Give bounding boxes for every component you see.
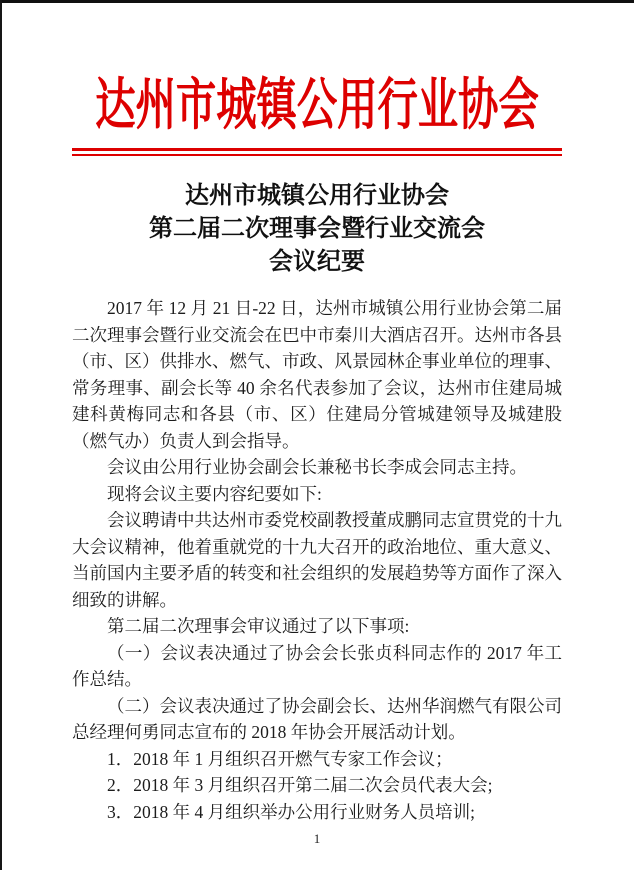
scan-edge-top: [0, 0, 634, 3]
document-title-line2: 第二届二次理事会暨行业交流会: [149, 216, 485, 242]
body-paragraph: 2017 年 12 月 21 日-22 日，达州市城镇公用行业协会第二届二次理事会暨行业交流会在巴中市秦川大酒店召开。达州市各县（市、区）供排水、燃气、市政、风景园林企事业单位的理事、常务理事、副会长等 40 余名代表参加了会议，达州市住建局城建科黄梅同志和各县（市、区）住建局分管城建领导及城建股（燃气办）负责人到会指导。: [72, 298, 562, 451]
body-list-item: 3．2018 年 4 月组织举办公用行业财务人员培训;: [107, 801, 475, 822]
document-title: [0, 180, 634, 279]
letterhead-org-title: 达州市城镇公用行业协会: [95, 75, 539, 137]
body-paragraph: 现将会议主要内容纪要如下:: [107, 483, 322, 504]
body-paragraph: 第二届二次理事会审议通过了以下事项:: [107, 616, 410, 636]
body-paragraph: 会议由公用行业协会副会长兼秘书长李成会同志主持。: [107, 457, 527, 477]
letterhead-divider-rule: [72, 148, 562, 156]
body-paragraph: （二）会议表决通过了协会副会长、达州华润燃气有限公司总经理何勇同志宣布的 2018 年协会开展活动计划。: [72, 695, 562, 742]
page-number: 1: [313, 831, 321, 846]
scan-edge-left: [0, 0, 2, 870]
body-paragraph: 会议聘请中共达州市委党校副教授董成鹏同志宣贯党的十九大会议精神，他着重就党的十九大召开的政治地位、重大意义、当前国内主要矛盾的转变和社会组织的发展趋势等方面作了深入细致的讲解。: [72, 510, 562, 610]
letterhead: [0, 0, 634, 136]
document-body: [72, 295, 562, 825]
document-title-line1: 达州市城镇公用行业协会: [185, 183, 449, 209]
body-paragraph: （一）会议表决通过了协会会长张贞科同志作的 2017 年工作总结。: [72, 642, 562, 689]
document-title-line3: 会议纪要: [269, 249, 365, 275]
body-list-item: 1．2018 年 1 月组织召开燃气专家工作会议；: [107, 748, 453, 769]
body-list-item: 2．2018 年 3 月组织召开第二届二次会员代表大会;: [107, 775, 493, 795]
